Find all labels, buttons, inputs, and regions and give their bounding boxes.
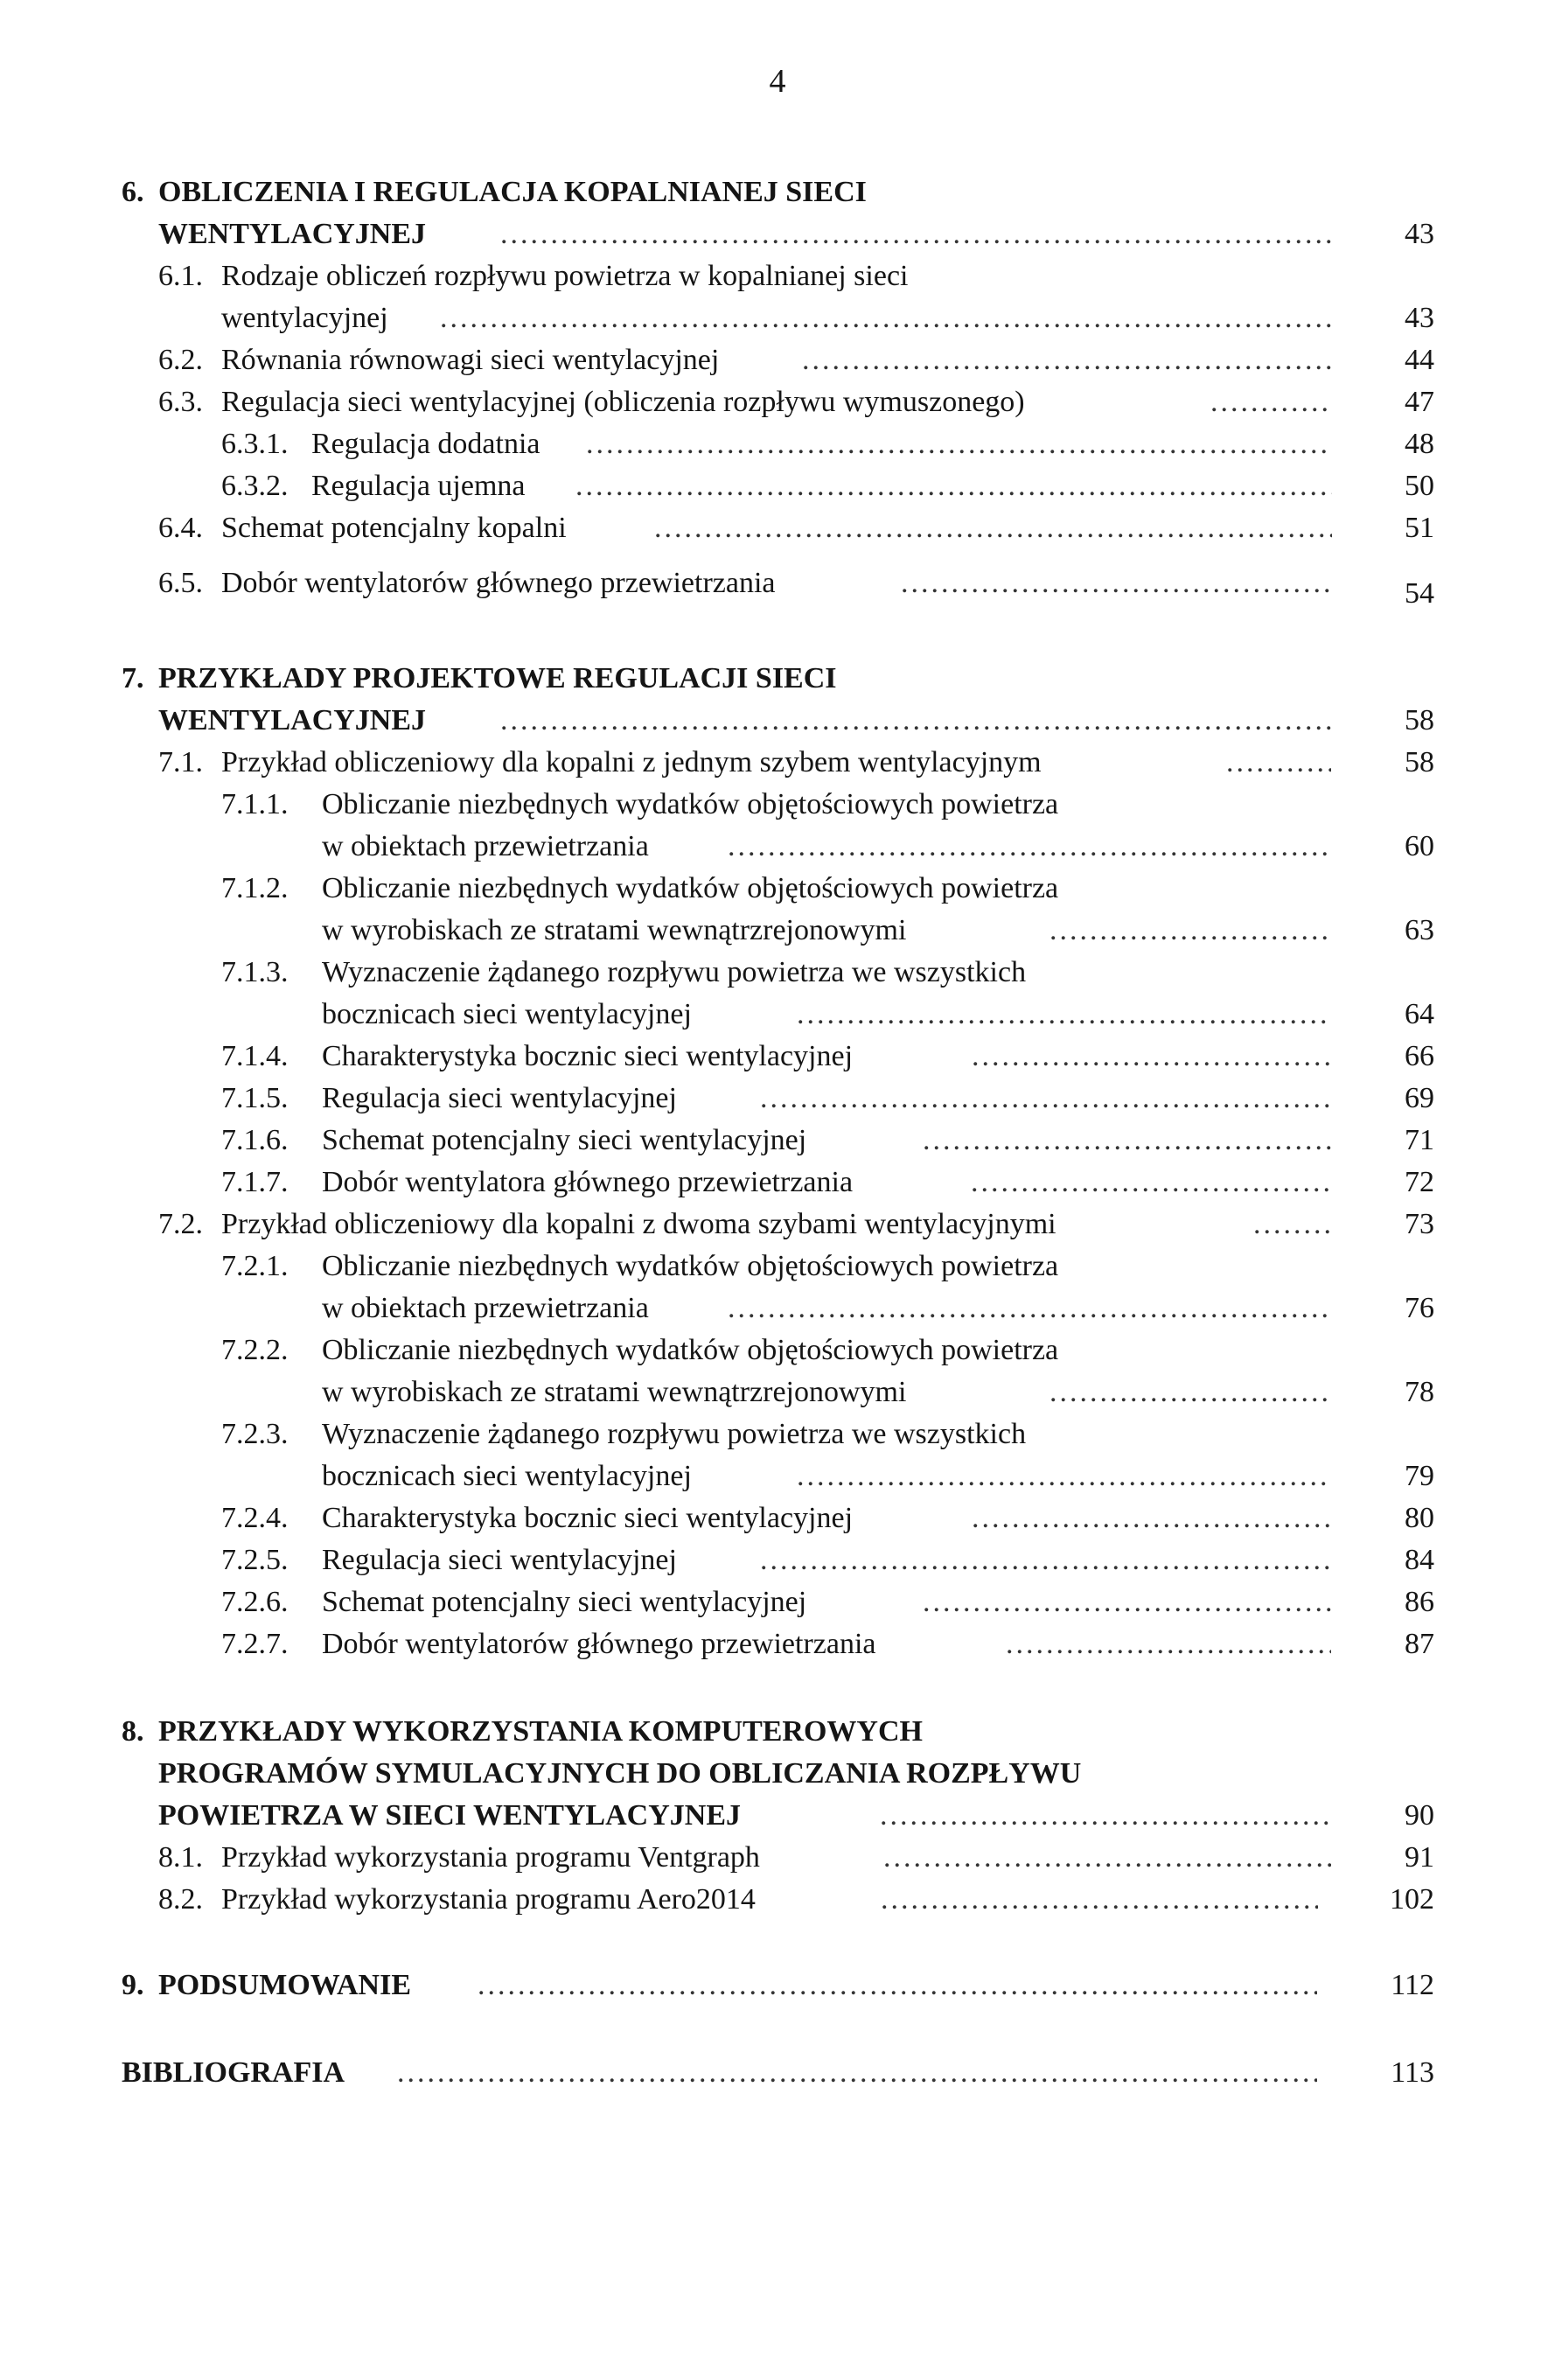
section-number: 7. (122, 662, 144, 694)
toc-entry-7-2-4 (0, 1497, 1555, 1539)
entry-number: 6.2. (158, 344, 203, 376)
page-ref: 73 (1405, 1208, 1434, 1240)
dot-leader (881, 1879, 1318, 1921)
toc-entry-7-1-6 (0, 1120, 1555, 1162)
entry-number: 7.1.2. (221, 872, 289, 904)
entry-number: 7.1.7. (221, 1166, 289, 1198)
dot-leader (797, 1455, 1331, 1497)
page-ref: 90 (1405, 1799, 1434, 1832)
dot-leader (1210, 381, 1333, 423)
page-ref: 58 (1405, 704, 1434, 736)
entry-title: Przykład wykorzystania programu Aero2014 (221, 1883, 756, 1916)
dot-leader (1226, 742, 1331, 784)
entry-number: 8.2. (158, 1883, 203, 1916)
entry-title: Regulacja dodatnia (311, 428, 540, 460)
entry-number: 7.1. (158, 746, 203, 778)
entry-title: Schemat potencjalny sieci wentylacyjnej (322, 1586, 807, 1618)
dot-leader (1253, 1204, 1332, 1246)
entry-number: 7.1.3. (221, 956, 289, 988)
toc-entry-7-1-4 (0, 1036, 1555, 1078)
entry-title: Dobór wentylatorów głównego przewietrzania (322, 1628, 876, 1660)
toc-entry-6-4 (0, 507, 1555, 549)
entry-title-continued: w wyrobiskach ze stratami wewnątrzrejonowymi (322, 914, 907, 946)
toc-entry-7-2-2 (0, 1330, 1555, 1371)
entry-number: 6.3.1. (221, 428, 289, 460)
toc-entry-8-1 (0, 1837, 1555, 1879)
section-title: PRZYKŁADY PROJEKTOWE REGULACJI SIECI (158, 662, 837, 694)
entry-number: 7.2.3. (221, 1418, 289, 1450)
page-ref: 64 (1405, 998, 1434, 1030)
entry-number: 8.1. (158, 1841, 203, 1874)
page-ref: 60 (1405, 830, 1434, 862)
toc-entry-6-3-1 (0, 423, 1555, 465)
section-title-continued: WENTYLACYJNEJ (158, 704, 427, 736)
dot-leader (971, 1162, 1331, 1204)
dot-leader (728, 826, 1331, 868)
page-ref: 71 (1405, 1124, 1434, 1156)
toc-section-6 (0, 213, 1555, 255)
toc-entry-7-1-1-continued (0, 826, 1555, 868)
entry-title: Charakterystyka bocznic sieci wentylacyjnej (322, 1040, 854, 1072)
entry-number: 6.3.2. (221, 470, 289, 502)
entry-title: Wyznaczenie żądanego rozpływu powietrza we wszystkich (322, 956, 1027, 988)
toc-entry-7-1 (0, 742, 1555, 784)
toc-entry-6-3 (0, 381, 1555, 423)
page-ref: 43 (1405, 218, 1434, 250)
dot-leader (1006, 1623, 1331, 1665)
page-ref: 80 (1405, 1502, 1434, 1534)
page-ref: 84 (1405, 1544, 1434, 1576)
toc-entry-7-1-1 (0, 784, 1555, 826)
dot-leader (728, 1288, 1331, 1330)
entry-title: Przykład wykorzystania programu Ventgraph (221, 1841, 760, 1874)
toc-entry-7-1-2-continued (0, 910, 1555, 952)
entry-title: Rodzaje obliczeń rozpływu powietrza w kopalnianej sieci (221, 260, 909, 292)
entry-number: 7.1.4. (221, 1040, 289, 1072)
entry-number: 6.4. (158, 512, 203, 544)
toc-section-7-heading (0, 658, 1555, 700)
section-title: PRZYKŁADY WYKORZYSTANIA KOMPUTEROWYCH (158, 1715, 923, 1748)
page-ref: 69 (1405, 1082, 1434, 1114)
toc-entry-6-1 (0, 255, 1555, 297)
dot-leader (972, 1036, 1331, 1078)
toc-entry-7-2-1-continued (0, 1288, 1555, 1330)
page-ref: 86 (1405, 1586, 1434, 1618)
dot-leader (586, 423, 1332, 465)
page-ref: 79 (1405, 1460, 1434, 1492)
dot-leader (972, 1497, 1331, 1539)
toc-entry-6-2 (0, 339, 1555, 381)
toc-entry-7-2-3 (0, 1413, 1555, 1455)
dot-leader (797, 994, 1331, 1036)
toc-entry-7-2-2-continued (0, 1371, 1555, 1413)
entry-title: Obliczanie niezbędnych wydatków objętościowych powietrza (322, 872, 1059, 904)
entry-title: Przykład obliczeniowy dla kopalni z jednym szybem wentylacyjnym (221, 746, 1042, 778)
page-ref: 50 (1405, 470, 1434, 502)
dot-leader (440, 297, 1332, 339)
entry-title-continued: bocznicach sieci wentylacyjnej (322, 1460, 692, 1492)
dot-leader (760, 1539, 1331, 1581)
dot-leader (500, 213, 1331, 255)
page-ref: 58 (1405, 746, 1434, 778)
toc-entry-7-1-5 (0, 1078, 1555, 1120)
page-ref: 47 (1405, 386, 1434, 418)
toc-section-7 (0, 700, 1555, 742)
toc-section-6-heading (0, 171, 1555, 213)
section-title: OBLICZENIA I REGULACJA KOPALNIANEJ SIECI (158, 176, 867, 208)
page-ref: 76 (1405, 1292, 1434, 1324)
section-title: PODSUMOWANIE (158, 1969, 412, 2001)
toc-entry-7-2-3-continued (0, 1455, 1555, 1497)
entry-number: 6.5. (158, 567, 203, 599)
page-ref: 43 (1405, 302, 1434, 334)
section-number: 8. (122, 1715, 144, 1748)
entry-title-continued: w obiektach przewietrzania (322, 1292, 649, 1324)
toc-entry-8-2 (0, 1879, 1555, 1921)
dot-leader (397, 2052, 1317, 2094)
page-ref: 102 (1390, 1883, 1434, 1916)
toc-section-8-heading (0, 1711, 1555, 1753)
dot-leader (923, 1581, 1331, 1623)
dot-leader (802, 339, 1332, 381)
page-ref: 113 (1391, 2056, 1434, 2089)
dot-leader (901, 562, 1332, 604)
page-ref: 51 (1405, 512, 1434, 544)
section-number: 9. (122, 1969, 144, 2001)
page-ref: 78 (1405, 1376, 1434, 1408)
page-ref: 54 (1405, 577, 1434, 610)
entry-title-continued: bocznicach sieci wentylacyjnej (322, 998, 692, 1030)
page-ref: 72 (1405, 1166, 1434, 1198)
dot-leader (1049, 910, 1331, 952)
dot-leader (654, 507, 1332, 549)
entry-number: 7.2.4. (221, 1502, 289, 1534)
toc-entry-7-2-5 (0, 1539, 1555, 1581)
dot-leader (923, 1120, 1331, 1162)
entry-title: Dobór wentylatorów głównego przewietrzania (221, 567, 776, 599)
page-ref: 91 (1405, 1841, 1434, 1874)
entry-number: 7.2.5. (221, 1544, 289, 1576)
entry-title: Równania równowagi sieci wentylacyjnej (221, 344, 720, 376)
toc-section-8-heading-line2 (0, 1753, 1555, 1795)
entry-number: 7.2.2. (221, 1334, 289, 1366)
page-ref: 44 (1405, 344, 1434, 376)
dot-leader (500, 700, 1331, 742)
dot-leader (883, 1837, 1331, 1879)
page-ref: 112 (1391, 1969, 1434, 2001)
entry-number: 7.2.7. (221, 1628, 289, 1660)
section-title-continued: WENTYLACYJNEJ (158, 218, 427, 250)
entry-number: 6.3. (158, 386, 203, 418)
entry-title: Schemat potencjalny kopalni (221, 512, 567, 544)
toc-section-9 (0, 1965, 1555, 2007)
toc-entry-7-1-3-continued (0, 994, 1555, 1036)
toc-section-8 (0, 1795, 1555, 1837)
entry-title: Obliczanie niezbędnych wydatków objętościowych powietrza (322, 1334, 1059, 1366)
section-title: BIBLIOGRAFIA (122, 2056, 345, 2089)
entry-title: Regulacja sieci wentylacyjnej (322, 1544, 677, 1576)
toc-entry-7-2-1 (0, 1246, 1555, 1288)
page-ref: 66 (1405, 1040, 1434, 1072)
dot-leader (478, 1965, 1317, 2007)
page-number: 4 (769, 63, 786, 100)
entry-title: Dobór wentylatora głównego przewietrzania (322, 1166, 854, 1198)
entry-title: Regulacja sieci wentylacyjnej (322, 1082, 677, 1114)
dot-leader (760, 1078, 1331, 1120)
entry-title: Schemat potencjalny sieci wentylacyjnej (322, 1124, 807, 1156)
toc-bibliography (0, 2052, 1555, 2094)
entry-number: 7.1.1. (221, 788, 289, 820)
toc-entry-7-1-7 (0, 1162, 1555, 1204)
entry-number: 7.2. (158, 1208, 203, 1240)
entry-title: Charakterystyka bocznic sieci wentylacyjnej (322, 1502, 854, 1534)
entry-title: Regulacja ujemna (311, 470, 526, 502)
toc-entry-7-2 (0, 1204, 1555, 1246)
section-number: 6. (122, 176, 144, 208)
entry-title-continued: wentylacyjnej (221, 302, 388, 334)
entry-title: Przykład obliczeniowy dla kopalni z dwoma szybami wentylacyjnymi (221, 1208, 1056, 1240)
entry-title: Regulacja sieci wentylacyjnej (obliczenia rozpływu wymuszonego) (221, 386, 1025, 418)
toc-entry-7-2-7 (0, 1623, 1555, 1665)
toc-entry-6-5 (0, 562, 1555, 610)
entry-number: 6.1. (158, 260, 203, 292)
entry-number: 7.1.5. (221, 1082, 289, 1114)
toc-entry-7-1-2 (0, 868, 1555, 910)
toc-entry-6-3-2 (0, 465, 1555, 507)
dot-leader (1049, 1371, 1331, 1413)
dot-leader (575, 465, 1332, 507)
section-title-continued: POWIETRZA W SIECI WENTYLACYJNEJ (158, 1799, 742, 1832)
page-ref: 87 (1405, 1628, 1434, 1660)
entry-number: 7.2.1. (221, 1250, 289, 1282)
dot-leader (880, 1795, 1331, 1837)
entry-title: Wyznaczenie żądanego rozpływu powietrza we wszystkich (322, 1418, 1027, 1450)
page-ref: 48 (1405, 428, 1434, 460)
entry-number: 7.2.6. (221, 1586, 289, 1618)
toc-entry-7-1-3 (0, 952, 1555, 994)
entry-title: Obliczanie niezbędnych wydatków objętościowych powietrza (322, 788, 1059, 820)
entry-title-continued: w obiektach przewietrzania (322, 830, 649, 862)
page-ref: 63 (1405, 914, 1434, 946)
toc-entry-6-1-continued (0, 297, 1555, 339)
entry-title: Obliczanie niezbędnych wydatków objętościowych powietrza (322, 1250, 1059, 1282)
toc-entry-7-2-6 (0, 1581, 1555, 1623)
entry-title-continued: w wyrobiskach ze stratami wewnątrzrejonowymi (322, 1376, 907, 1408)
section-title-continued: PROGRAMÓW SYMULACYJNYCH DO OBLICZANIA ROZPŁYWU (158, 1757, 1082, 1790)
entry-number: 7.1.6. (221, 1124, 289, 1156)
